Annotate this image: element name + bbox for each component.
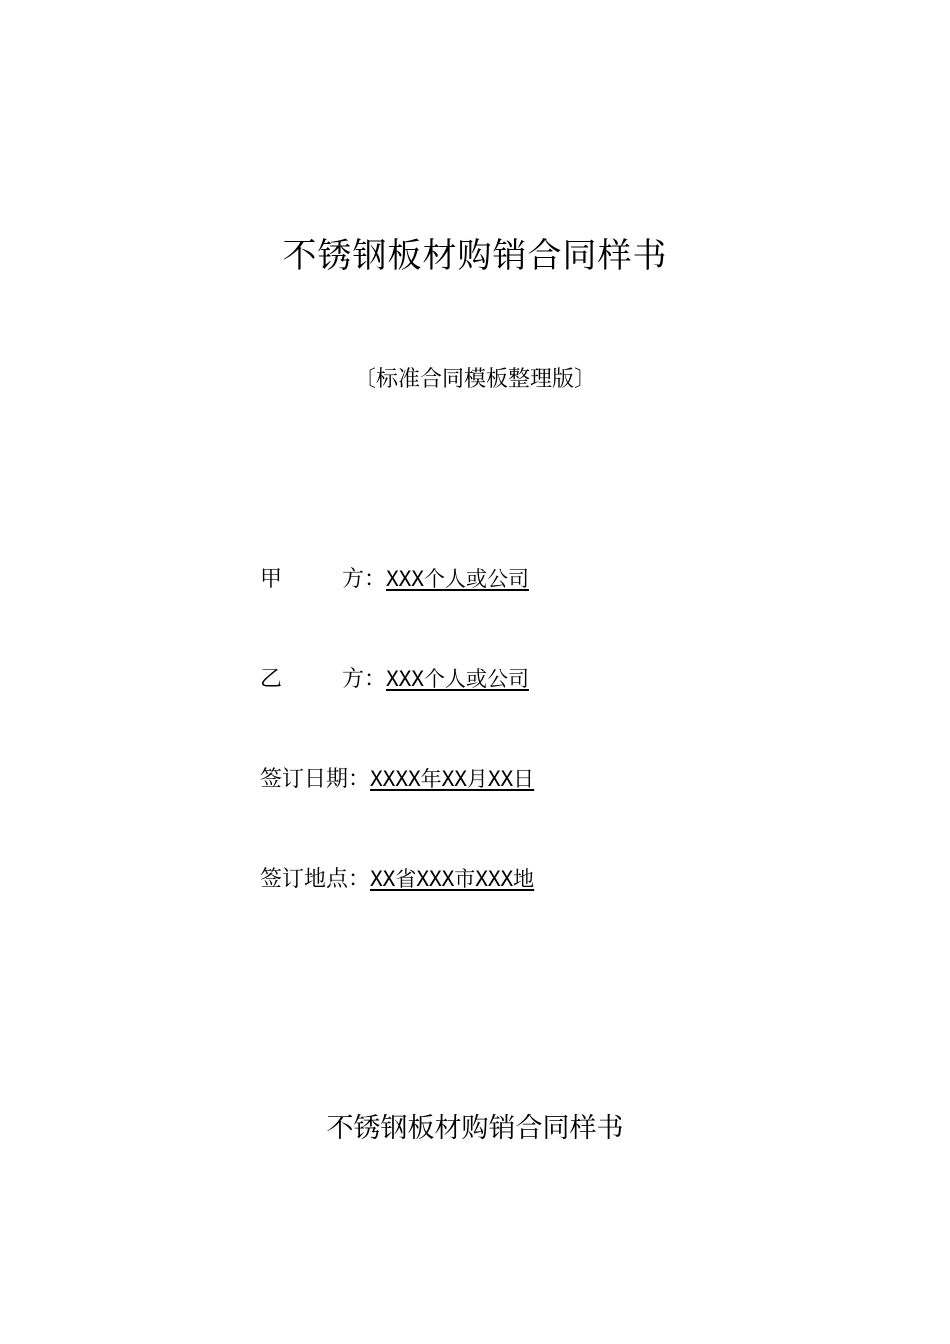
signing-date-value [370,763,560,793]
party-b-label-char1: 乙 [260,667,283,692]
party-b-value-text: XXX个人或公司 [386,667,529,691]
party-b-value-blank [529,667,583,691]
signing-date-value-text: XXXX年XX月XX日 [370,767,535,791]
document-title: 不锈钢板材购销合同样书 [282,236,668,276]
signing-place-label: 签订地点 [260,867,349,892]
party-b-field [260,662,583,693]
party-b-label [260,662,364,693]
signing-place-value [370,863,546,893]
party-b-label-char2: 方 [341,667,364,692]
party-a-label-char1: 甲 [260,567,283,592]
party-a-value [386,563,583,593]
signing-date-field [260,762,560,793]
signing-place-value-blank [534,867,546,891]
signing-place-colon: ： [348,867,371,892]
document-subtitle: 〔标准合同模板整理版〕 [353,367,596,392]
party-a-value-text: XXX个人或公司 [386,567,529,591]
signing-date-label: 签订日期 [260,767,349,792]
signing-place-value-text: XX省XXX市XXX地 [370,867,535,891]
party-a-label [260,562,364,593]
party-a-value-blank [529,567,583,591]
body-title: 不锈钢板材购销合同样书 [326,1113,624,1144]
party-a-colon: ： [364,567,387,592]
party-b-colon: ： [364,667,387,692]
signing-date-colon: ： [348,767,371,792]
signing-place-field [260,862,546,893]
party-a-field [260,562,583,593]
party-a-label-char2: 方 [341,567,364,592]
signing-date-value-blank [534,767,560,791]
party-b-value [386,663,583,693]
